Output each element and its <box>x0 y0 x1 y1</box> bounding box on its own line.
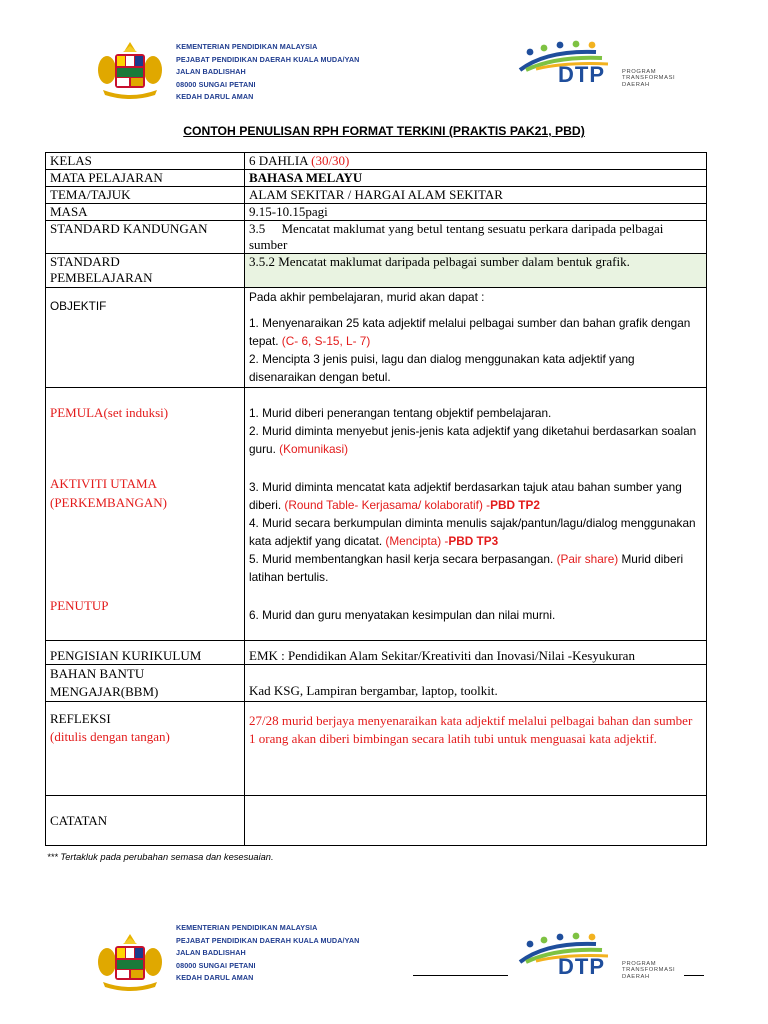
objektif-intro: Pada akhir pembelajaran, murid akan dapat : <box>249 290 485 304</box>
ministry-address <box>176 41 359 104</box>
value-standard-pembelajaran: 3.5.2 Mencatat maklumat daripada pelbagai sumber dalam bentuk grafik. <box>245 254 707 288</box>
value-bbm: Kad KSG, Lampiran bergambar, laptop, toolkit. <box>245 665 707 702</box>
label-catatan: CATATAN <box>46 796 245 846</box>
footnote: *** Tertakluk pada perubahan semasa dan kesesuaian. <box>47 852 274 862</box>
label-masa: MASA <box>46 204 245 221</box>
row-pengisian <box>46 641 707 665</box>
label-pemula: PEMULA(set induksi) <box>50 405 169 420</box>
document-title: CONTOH PENULISAN RPH FORMAT TERKINI (PRAKTIS PAK21, PBD) <box>183 124 585 138</box>
label-bbm: BAHAN BANTU MENGAJAR(BBM) <box>46 665 245 702</box>
label-objektif: OBJEKTIF <box>46 288 245 388</box>
value-standard-kandungan: 3.5 Mencatat maklumat yang betul tentang sesuatu perkara daripada pelbagai sumber <box>245 221 707 254</box>
step-4: 4. Murid secara berkumpulan diminta menulis sajak/pantun/lagu/dialog menggunakan kata adjektif yang dicatat. (Mencipta) -PBD TP3 <box>249 516 696 548</box>
address-line: 08000 SUNGAI PETANI <box>176 79 256 89</box>
refleksi-line-1: 27/28 murid berjaya menyenaraikan kata adjektif melalui pelbagai bahan dan sumber <box>249 713 693 728</box>
step-5: 5. Murid membentangkan hasil kerja secara berpasangan. (Pair share) Murid diberi latihan bertulis. <box>249 552 684 584</box>
label-pengisian: PENGISIAN KURIKULUM <box>46 641 245 665</box>
address-line: KEMENTERIAN PENDIDIKAN MALAYSIA <box>176 42 318 51</box>
address-line: JALAN BADLISHAH <box>176 67 246 77</box>
value-objektif <box>245 288 707 388</box>
row-catatan <box>46 796 707 846</box>
label-kelas: KELAS <box>46 153 245 170</box>
row-objektif <box>46 288 707 388</box>
dtp-tagline: PROGRAM TRANSFORMASI DAERAH <box>622 961 676 980</box>
dtp-logo <box>516 932 696 988</box>
ministry-address <box>176 922 359 985</box>
label-aktiviti-utama: AKTIVITI UTAMA (PERKEMBANGAN) <box>50 476 167 510</box>
label-refleksi: REFLEKSI (ditulis dengan tangan) <box>46 702 245 796</box>
step-3: 3. Murid diminta mencatat kata adjektif berdasarkan tajuk atau bahan sumber yang diberi. (Round Table- Kerjasama/ kolaboratif) -PBD TP2 <box>249 480 682 512</box>
row-refleksi <box>46 702 707 796</box>
value-refleksi <box>245 702 707 796</box>
step-2: 2. Murid diminta menyebut jenis-jenis kata adjektif yang diketahui berdasarkan soalan guru. (Komunikasi) <box>249 424 697 456</box>
step-6: 6. Murid dan guru menyatakan kesimpulan dan nilai murni. <box>249 608 556 622</box>
objektif-item-2: 2. Mencipta 3 jenis puisi, lagu dan dialog menggunakan kata adjektif yang disenaraikan dengan betul. <box>249 352 635 384</box>
address-line: KEMENTERIAN PENDIDIKAN MALAYSIA <box>176 923 318 932</box>
class-count: (30/30) <box>311 153 350 168</box>
objektif-item-1: 1. Menyenaraikan 25 kata adjektif melalui pelbagai sumber dan bahan grafik dengan tepat. (C- 6, S-15, L- 7) <box>249 316 691 348</box>
letterhead-footer <box>0 918 768 1024</box>
address-line: PEJABAT PENDIDIKAN DAERAH KUALA MUDA/YAN <box>176 54 360 64</box>
value-kelas: 6 DAHLIA (30/30) <box>245 153 707 170</box>
dtp-tagline: PROGRAM TRANSFORMASI DAERAH <box>622 69 676 88</box>
row-masa <box>46 204 707 221</box>
address-line: JALAN BADLISHAH <box>176 948 246 958</box>
row-standard-kandungan <box>46 221 707 254</box>
dtp-wordmark: DTP <box>558 954 605 979</box>
value-pengisian: EMK : Pendidikan Alam Sekitar/Kreativiti dan Inovasi/Nilai -Kesyukuran <box>245 641 707 665</box>
label-tema: TEMA/TAJUK <box>46 187 245 204</box>
label-penutup: PENUTUP <box>50 598 109 613</box>
malaysia-coat-of-arms-icon <box>95 40 165 102</box>
row-kelas <box>46 153 707 170</box>
row-tema <box>46 187 707 204</box>
row-bbm <box>46 665 707 702</box>
address-line: KEDAH DARUL AMAN <box>176 92 254 102</box>
label-aktiviti <box>46 388 245 641</box>
value-mata-pelajaran: BAHASA MELAYU <box>245 170 707 187</box>
row-standard-pembelajaran <box>46 254 707 288</box>
malaysia-coat-of-arms-icon <box>95 932 165 994</box>
value-aktiviti <box>245 388 707 641</box>
dtp-logo <box>516 40 696 96</box>
address-line: KEDAH DARUL AMAN <box>176 973 254 983</box>
label-standard-kandungan: STANDARD KANDUNGAN <box>46 221 245 254</box>
step-1: 1. Murid diberi penerangan tentang objektif pembelajaran. <box>249 406 552 420</box>
refleksi-sublabel: (ditulis dengan tangan) <box>50 729 170 744</box>
value-tema: ALAM SEKITAR / HARGAI ALAM SEKITAR <box>245 187 707 204</box>
row-mata-pelajaran <box>46 170 707 187</box>
label-mata-pelajaran: MATA PELAJARAN <box>46 170 245 187</box>
lesson-plan-table <box>45 152 707 846</box>
dtp-wordmark: DTP <box>558 62 605 87</box>
label-standard-pembelajaran: STANDARD PEMBELAJARAN <box>46 254 245 288</box>
value-masa: 9.15-10.15pagi <box>245 204 707 221</box>
address-line: PEJABAT PENDIDIKAN DAERAH KUALA MUDA/YAN <box>176 935 360 945</box>
footer-rule <box>413 975 508 976</box>
address-line: 08000 SUNGAI PETANI <box>176 960 256 970</box>
letterhead-header <box>0 0 768 110</box>
value-catatan <box>245 796 707 846</box>
refleksi-line-2: 1 orang akan diberi bimbingan secara latih tubi untuk menguasai kata adjektif. <box>249 731 657 746</box>
row-aktiviti <box>46 388 707 641</box>
